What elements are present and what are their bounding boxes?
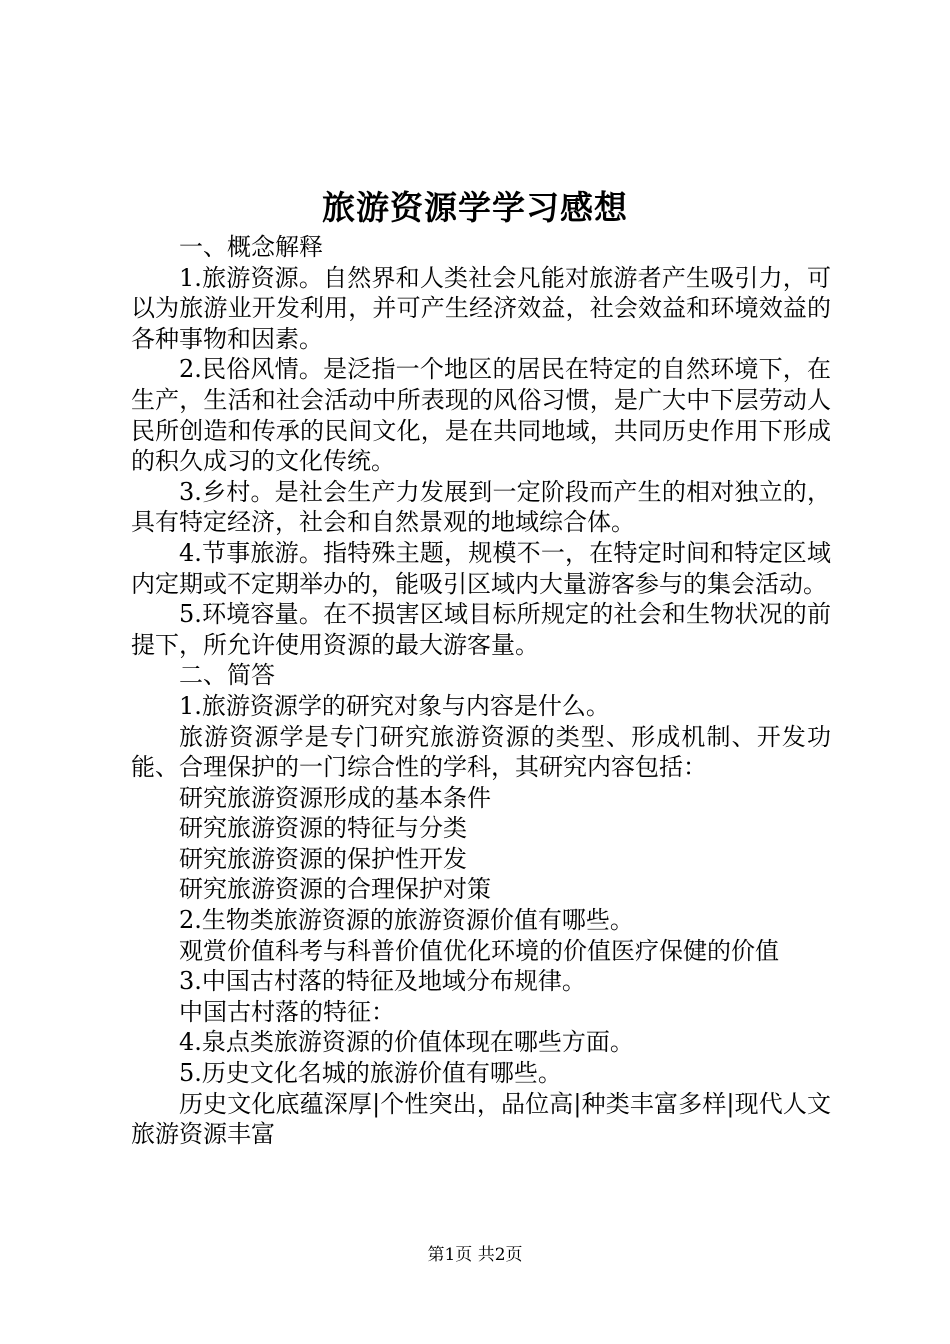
list-item: 研究旅游资源的特征与分类 bbox=[179, 814, 467, 843]
paragraph: 3.乡村。是社会生产力发展到一定阶段而产生的相对独立的，具有特定经济，社会和自然景观的地域综合体。 bbox=[131, 477, 831, 537]
question: 3.中国古村落的特征及地域分布规律。 bbox=[179, 967, 586, 996]
list-item: 研究旅游资源形成的基本条件 bbox=[179, 783, 491, 812]
list-item: 研究旅游资源的保护性开发 bbox=[179, 844, 467, 873]
question: 4.泉点类旅游资源的价值体现在哪些方面。 bbox=[179, 1028, 634, 1057]
list-item: 研究旅游资源的合理保护对策 bbox=[179, 875, 491, 904]
question: 2.生物类旅游资源的旅游资源价值有哪些。 bbox=[179, 906, 634, 935]
paragraph: 2.民俗风情。是泛指一个地区的居民在特定的自然环境下，在生产，生活和社会活动中所表现的风俗习惯，是广大中下层劳动人民所创造和传承的民间文化，是在共同地域，共同历史作用下形成的积久成习的文化传统。 bbox=[131, 355, 831, 476]
document-body bbox=[131, 232, 831, 1150]
paragraph: 中国古村落的特征： bbox=[179, 997, 395, 1026]
page-footer: 第1页 共2页 bbox=[427, 1245, 523, 1265]
paragraph: 4.节事旅游。指特殊主题，规模不一，在特定时间和特定区域内定期或不定期举办的，能吸引区域内大量游客参与的集会活动。 bbox=[131, 538, 831, 598]
paragraph: 观赏价值科考与科普价值优化环境的价值医疗保健的价值 bbox=[179, 936, 779, 965]
section-heading: 二、简答 bbox=[179, 661, 275, 690]
paragraph: 5.环境容量。在不损害区域目标所规定的社会和生物状况的前提下，所允许使用资源的最大游客量。 bbox=[131, 600, 831, 659]
paragraph: 旅游资源学是专门研究旅游资源的类型、形成机制、开发功能、合理保护的一门综合性的学科，其研究内容包括： bbox=[131, 722, 831, 782]
document-title: 旅游资源学学习感想 bbox=[322, 188, 628, 227]
section-heading: 一、概念解释 bbox=[179, 233, 323, 261]
question: 5.历史文化名城的旅游价值有哪些。 bbox=[179, 1059, 562, 1088]
paragraph: 1.旅游资源。自然界和人类社会凡能对旅游者产生吸引力，可以为旅游业开发利用，并可产生经济效益，社会效益和环境效益的各种事物和因素。 bbox=[131, 263, 831, 353]
paragraph: 历史文化底蕴深厚|个性突出，品位高|种类丰富多样|现代人文旅游资源丰富 bbox=[131, 1089, 831, 1149]
question: 1.旅游资源学的研究对象与内容是什么。 bbox=[179, 691, 610, 720]
